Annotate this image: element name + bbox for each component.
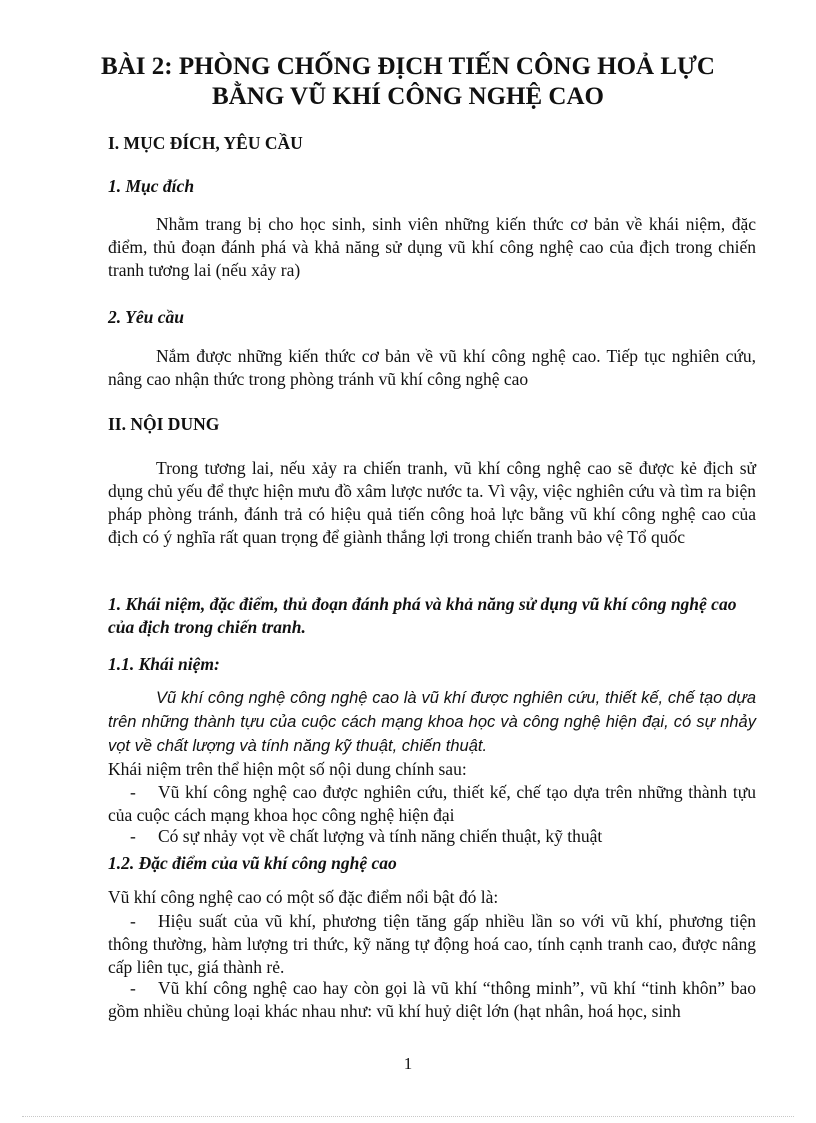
- page-number: 1: [403, 1054, 413, 1073]
- features-intro: Vũ khí công nghệ cao có một số đặc điểm nổi bật đó là:: [108, 887, 499, 907]
- document-title: [60, 52, 756, 112]
- definition-point-2: [108, 825, 756, 848]
- definition-point-2-text: Có sự nhảy vọt về chất lượng và tính năng chiến thuật, kỹ thuật: [158, 826, 603, 846]
- definition-heading: 1.1. Khái niệm:: [108, 654, 220, 674]
- feature-point-2: [108, 977, 756, 1023]
- subheading-purpose: 1. Mục đích: [108, 176, 195, 196]
- title-line-1: BÀI 2: PHÒNG CHỐNG ĐỊCH TIẾN CÔNG HOẢ LỰC: [101, 53, 715, 80]
- section-heading-purpose: I. MỤC ĐÍCH, YÊU CẦU: [108, 133, 303, 153]
- page-bottom-divider: [22, 1116, 794, 1117]
- bullet-dash: -: [130, 826, 136, 846]
- bullet-dash: -: [130, 911, 136, 931]
- features-heading: 1.2. Đặc điểm của vũ khí công nghệ cao: [108, 853, 397, 873]
- definition-intro: Khái niệm trên thể hiện một số nội dung chính sau:: [108, 759, 467, 779]
- requirements-paragraph: Nắm được những kiến thức cơ bản về vũ khí công nghệ cao. Tiếp tục nghiên cứu, nâng cao nhận thức trong phòng tránh vũ khí công nghệ cao: [108, 346, 756, 389]
- part1-heading: 1. Khái niệm, đặc điểm, thủ đoạn đánh phá và khả năng sử dụng vũ khí công nghệ cao của địch trong chiến tranh.: [108, 594, 737, 637]
- bullet-dash: -: [130, 782, 136, 802]
- definition-point-1-text: Vũ khí công nghệ cao được nghiên cứu, thiết kế, chế tạo dựa trên những thành tựu của cuộc cách mạng khoa học công nghệ hiện đại: [108, 782, 756, 825]
- feature-point-2-text: Vũ khí công nghệ cao hay còn gọi là vũ khí “thông minh”, vũ khí “tinh khôn” bao gồm nhiều chủng loại khác nhau như: vũ khí huỷ diệt lớn (hạt nhân, hoá học, sinh: [108, 978, 756, 1021]
- intro-paragraph: Trong tương lai, nếu xảy ra chiến tranh, vũ khí công nghệ cao sẽ được kẻ địch sử dụng chủ yếu để thực hiện mưu đồ xâm lược nước ta. Vì vậy, việc nghiên cứu và tìm ra biện pháp phòng tránh, đánh trả có hiệu quả tiến công hoả lực bằng vũ khí công nghệ cao của địch có ý nghĩa rất quan trọng để giành thắng lợi trong chiến tranh bảo vệ Tổ quốc: [108, 458, 756, 547]
- definition-point-1: [108, 781, 756, 827]
- bullet-dash: -: [130, 978, 136, 998]
- section-heading-content: II. NỘI DUNG: [108, 414, 220, 434]
- definition-paragraph: Vũ khí công nghệ công nghệ cao là vũ khí được nghiên cứu, thiết kế, chế tạo dựa trên những thành tựu của cuộc cách mạng khoa học và công nghệ hiện đại, có sự nhảy vọt về chất lượng và tính năng kỹ thuật, chiến thuật.: [108, 689, 756, 755]
- subheading-requirements: 2. Yêu cầu: [108, 307, 184, 327]
- feature-point-1-text: Hiệu suất của vũ khí, phương tiện tăng gấp nhiều lần so với vũ khí, phương tiện thông thường, hàm lượng tri thức, kỹ năng tự động hoá cao, tính cạnh tranh cao, được nâng cấp liên tục, giá thành rẻ.: [108, 911, 756, 977]
- feature-point-1: [108, 910, 756, 979]
- title-line-2: BẰNG VŨ KHÍ CÔNG NGHỆ CAO: [212, 83, 604, 110]
- purpose-paragraph: Nhằm trang bị cho học sinh, sinh viên những kiến thức cơ bản về khái niệm, đặc điểm, thủ đoạn đánh phá và khả năng sử dụng vũ khí công nghệ cao của địch trong chiến tranh tương lai (nếu xảy ra): [108, 214, 756, 280]
